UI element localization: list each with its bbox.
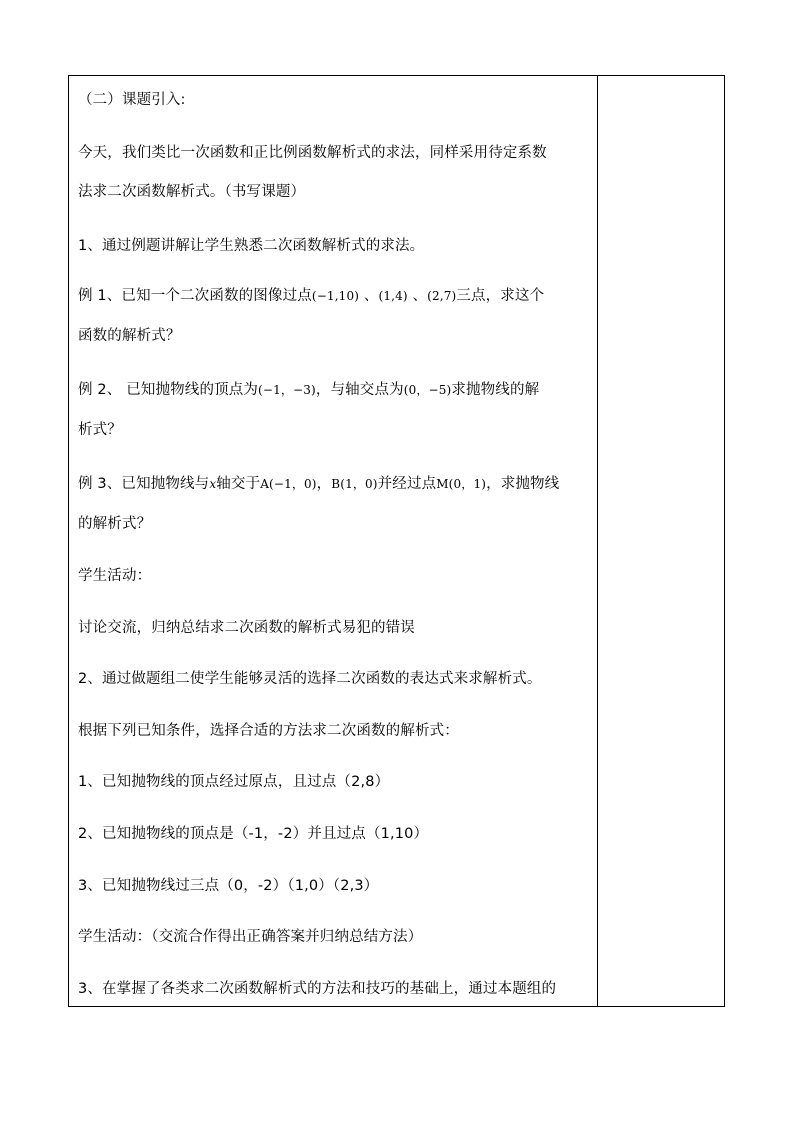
section-title: （二）课题引入: [78, 92, 186, 108]
example-3-line-1 [78, 474, 559, 494]
example-1-point-c: (2,7) [427, 289, 457, 303]
example-3-sep: ， [316, 476, 332, 492]
activity-1-text: 讨论交流，归纳总结求二次函数的解析式易犯的错误 [78, 620, 415, 636]
example-1-point-b: (1,4) [378, 289, 408, 303]
example-3-line-2: 的解析式？ [78, 516, 152, 532]
step-1-text: 1、通过例题讲解让学生熟悉二次函数解析式的求法。 [78, 238, 425, 254]
example-1-sep-1: 、 [359, 288, 379, 304]
example-1-prefix: 例 1、已知一个二次函数的图像过点 [78, 288, 312, 304]
activity-1-label: 学生活动： [78, 568, 152, 584]
activity-2-text: 学生活动：（交流合作得出正确答案并归纳总结方法） [78, 929, 423, 945]
example-2-middle: ，与轴交点为 [315, 382, 404, 398]
example-2-line-2: 析式？ [78, 422, 122, 438]
example-2-suffix: 求抛物线的解 [451, 382, 540, 398]
example-2-vertex: (−1，−3) [258, 383, 316, 397]
exercise-1: 1、已知抛物线的顶点经过原点，且过点（2,8） [78, 774, 390, 790]
example-3-point-b: B(1，0) [331, 477, 378, 491]
intro-line-2: 法求二次函数解析式。（书写课题） [78, 184, 306, 200]
example-3-prefix: 例 3、已知抛物线与 [78, 476, 210, 492]
step-3-text: 3、在掌握了各类求二次函数解析式的方法和技巧的基础上，通过本题组的 [78, 981, 557, 997]
example-1-sep-2: 、 [407, 288, 428, 304]
instruction-text: 根据下列已知条件，选择合适的方法求二次函数的解析式： [78, 723, 459, 739]
example-1-suffix: 三点，求这个 [456, 288, 545, 304]
lesson-table [68, 75, 725, 1007]
intro-line-1: 今天，我们类比一次函数和正比例函数解析式的求法，同样采用待定系数 [78, 145, 547, 161]
example-3-point-m: M(0，1) [436, 477, 487, 491]
column-divider [597, 76, 598, 1006]
example-1-point-a: (−1,10) [311, 289, 360, 303]
example-2-intercept: (0，−5) [403, 383, 452, 397]
example-3-through: 并经过点 [377, 476, 437, 492]
example-3-point-a: A(−1，0) [260, 477, 317, 491]
exercise-3: 3、已知抛物线过三点（0，-2）（1,0）（2,3） [78, 878, 379, 894]
step-2-text: 2、通过做题组二使学生能够灵活的选择二次函数的表达式来求解析式。 [78, 671, 542, 687]
example-3-x-variable: x [209, 477, 217, 491]
exercise-2: 2、已知抛物线的顶点是（-1，-2）并且过点（1,10） [78, 826, 429, 842]
example-3-suffix: ，求抛物线 [486, 476, 560, 492]
example-1-line-2: 函数的解析式？ [78, 328, 181, 344]
example-2-line-1 [78, 380, 539, 400]
example-1-line-1 [78, 286, 544, 306]
example-2-prefix: 例 2、 已知抛物线的顶点为 [78, 382, 259, 398]
example-3-axis-text: 轴交于 [216, 476, 261, 492]
